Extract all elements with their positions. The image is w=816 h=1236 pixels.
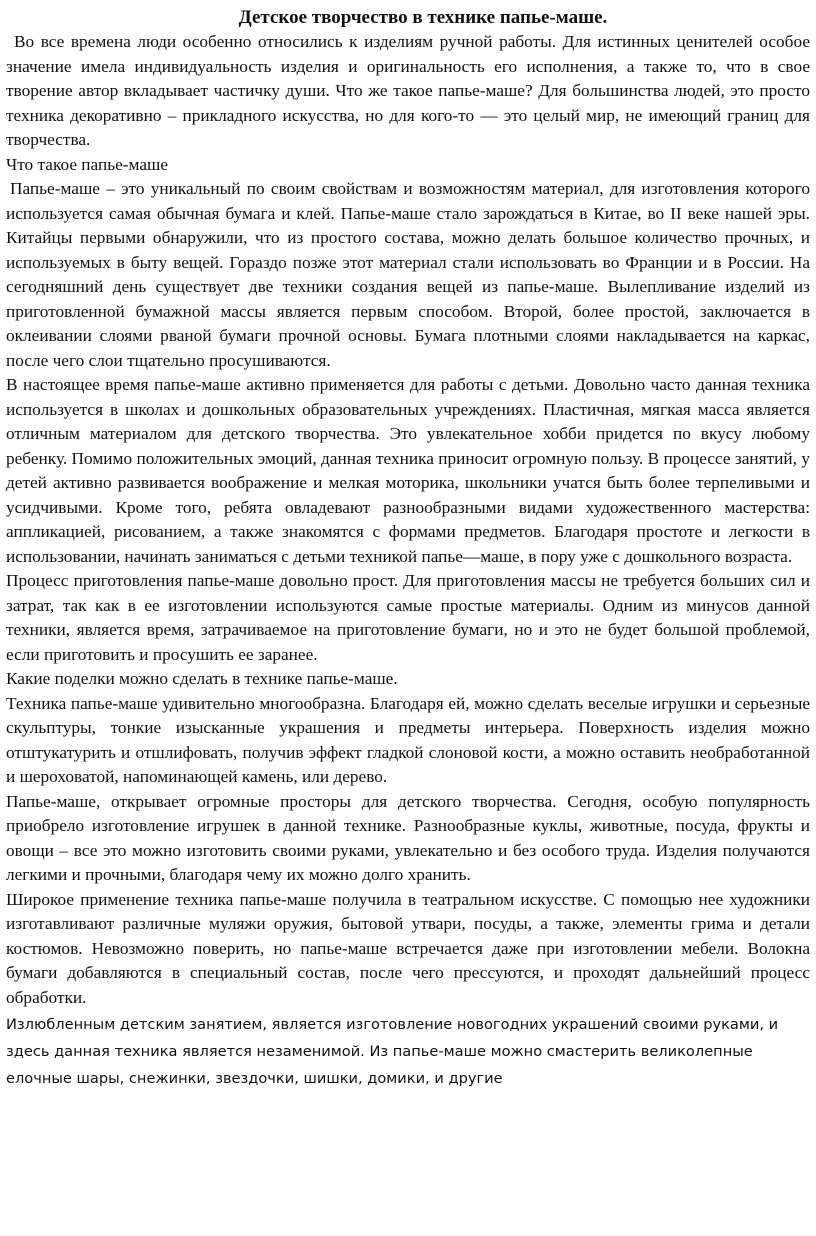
paragraph-variety: Техника папье-маше удивительно многообразна. Благодаря ей, можно сделать веселые игрушки и серьезные скульптуры, тонкие изысканные украшения и предметы интерьера. Поверхность изделия можно отштукатурить и отшлифовать, получив эффект гладкой слоновой кости, а можно оставить необработанной и шероховатой, напоминающей камень, или дерево. [6, 693, 810, 786]
paragraph-new-year: Излюбленным детским занятием, является изготовление новогодних украшений своими руками, и здесь данная техника является незаменимой. Из папье-маше можно смастерить великолепные елочные шары, снежинки, звездочки, шишки, домики, и другие [6, 1016, 779, 1087]
paragraph-history: Папье-маше – это уникальный по своим свойствам и возможностям материал, для изготовления которого используется самая обычная бумага и клей. Папье-маше стало зарождаться в Китае, во II веке нашей эры. Китайцы первыми обнаружили, что из простого состава, можно делать большое количество прочных, и используемых в быту вещей. Гораздо позже этот материал стали использовать во Франции и в России. На сегодняшний день существует две техники создания вещей из папье-маше. Вылепливание изделий из приготовленной бумажной массы является первым способом. Второй, более простой, заключается в оклеивании слоями рваной бумаги прочной основы. Бумага плотными слоями накладывается на каркас, после чего слои тщательно просушиваются. [6, 179, 810, 370]
section-heading-crafts: Какие поделки можно сделать в технике папье-маше. [6, 669, 398, 688]
intro-paragraph: Во все времена люди особенно относились к изделиям ручной работы. Для истинных ценителей особое значение имела индивидуальность изделия и оригинальность его исполнения, а также то, что в свое творение автор вкладывает частичку души. Что же такое папье-маше? Для большинства людей, это просто техника декоративно – прикладного искусства, но для кого-то — это целый мир, не имеющий границ для творчества. [6, 32, 810, 149]
paragraph-toys: Папье-маше, открывает огромные просторы для детского творчества. Сегодня, особую популярность приобрело изготовление игрушек в данной технике. Разнообразные куклы, животные, посуда, фрукты и овощи – все это можно изготовить своими руками, увлекательно и без особого труда. Изделия получаются легкими и прочными, благодаря чему их можно долго хранить. [6, 791, 810, 884]
section-heading-what-is: Что такое папье-маше [6, 154, 169, 174]
paragraph-children: В настоящее время папье-маше активно применяется для работы с детьми. Довольно часто данная техника используется в школах и дошкольных образовательных учреждениях. Пластичная, мягкая масса является отличным материалом для детского творчества. Это увлекательное хобби придется по вкусу любому ребенку. Помимо положительных эмоций, данная техника приносит огромную пользу. В процессе занятий, у детей активно развивается воображение и мелкая моторика, школьники учатся быть более терпеливыми и усидчивыми. Кроме того, ребята овладевают разнообразными видами художественного мастерства: аппликацией, рисованием, а также знакомятся с формами предметов. Благодаря простоте и легкости в использовании, начинать заниматься с детьми техникой папье—маше, в пору уже с дошкольного возраста. [6, 375, 810, 566]
document-title: Детское творчество в технике папье-маше. [238, 7, 608, 28]
paragraph-theatre: Широкое применение техника папье-маше получила в театральном искусстве. С помощью нее художники изготавливают различные муляжи оружия, бытовой утвари, посуды, а также, элементы грима и детали костюмов. Невозможно поверить, но папье-маше встречается даже при изготовлении мебели. Волокна бумаги добавляются в специальный состав, после чего прессуются, и проходят дальнейший процесс обработки. [6, 889, 810, 1007]
paragraph-process: Процесс приготовления папье-маше довольно прост. Для приготовления массы не требуется больших сил и затрат, так как в ее изготовлении используются самые простые материалы. Одним из минусов данной техники, является время, затрачиваемое на приготовление бумаги, но и это не будет большой проблемой, если приготовить и просушить ее заранее. [6, 571, 810, 664]
